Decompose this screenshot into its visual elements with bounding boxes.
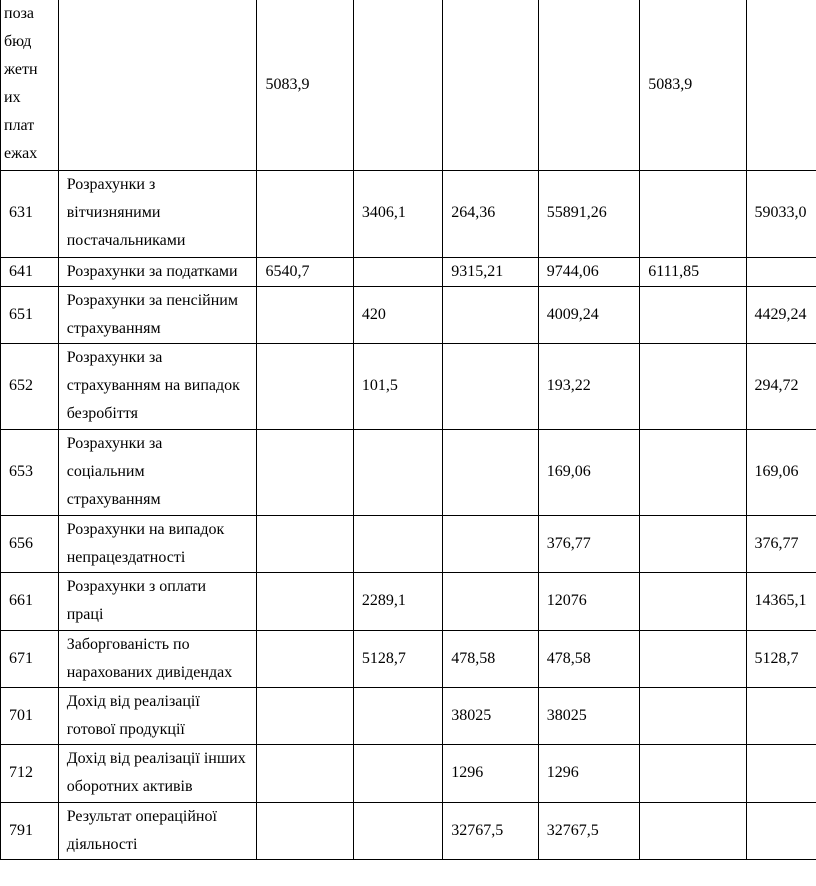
cell: 169,06 <box>746 430 816 516</box>
cell <box>257 688 353 745</box>
table-row <box>1 430 816 516</box>
cell <box>443 516 538 573</box>
cell: 14365,1 <box>746 573 816 631</box>
cell <box>640 745 746 803</box>
cell: 32767,5 <box>443 803 538 860</box>
cell <box>640 803 746 860</box>
cell: 38025 <box>538 688 640 745</box>
cell <box>257 573 353 631</box>
account-name: Результат операційної діяльності <box>58 803 257 860</box>
cell <box>640 430 746 516</box>
account-name: Дохід від реалізації інших оборотних активів <box>58 745 257 803</box>
cell <box>746 688 816 745</box>
account-name: Розрахунки за соціальним страхуванням <box>58 430 257 516</box>
cell: 376,77 <box>746 516 816 573</box>
cell: 1296 <box>538 745 640 803</box>
cell: 420 <box>353 287 442 344</box>
cell: 193,22 <box>538 344 640 430</box>
account-name: Розрахунки з оплати праці <box>58 573 257 631</box>
cell <box>640 344 746 430</box>
cell: 1296 <box>443 745 538 803</box>
account-code: 701 <box>1 688 59 745</box>
account-code: 712 <box>1 745 59 803</box>
account-code: 653 <box>1 430 59 516</box>
cell: 5083,9 <box>640 0 746 170</box>
cell <box>640 631 746 688</box>
cell <box>257 745 353 803</box>
table-row <box>1 631 816 688</box>
table-row <box>1 287 816 344</box>
account-name: Розрахунки за страхуванням на випадок безробіття <box>58 344 257 430</box>
cell: 169,06 <box>538 430 640 516</box>
cell: 376,77 <box>538 516 640 573</box>
cell <box>443 573 538 631</box>
label-line: их <box>4 89 21 106</box>
cell: 5083,9 <box>257 0 353 170</box>
account-code: 631 <box>1 170 59 257</box>
cell <box>257 430 353 516</box>
cell <box>257 344 353 430</box>
cell: 38025 <box>443 688 538 745</box>
account-code: 661 <box>1 573 59 631</box>
cell: 4429,24 <box>746 287 816 344</box>
cell <box>640 573 746 631</box>
label-line: плат <box>4 117 35 134</box>
table-row <box>1 516 816 573</box>
cell <box>353 516 442 573</box>
account-code: 791 <box>1 803 59 860</box>
cell <box>443 287 538 344</box>
cell: 5128,7 <box>353 631 442 688</box>
cell: 264,36 <box>443 170 538 257</box>
table-row <box>1 688 816 745</box>
cell: 9744,06 <box>538 257 640 287</box>
account-name: Дохід від реалізації готової продукції <box>58 688 257 745</box>
cell <box>58 0 257 170</box>
cell: 101,5 <box>353 344 442 430</box>
cell: 9315,21 <box>443 257 538 287</box>
cell: 478,58 <box>538 631 640 688</box>
cell: 55891,26 <box>538 170 640 257</box>
account-name: Розрахунки з вітчизняними постачальниками <box>58 170 257 257</box>
account-code: 656 <box>1 516 59 573</box>
cell <box>640 516 746 573</box>
cell: 6540,7 <box>257 257 353 287</box>
cell <box>746 0 816 170</box>
label-line: ежах <box>4 145 38 162</box>
table-row <box>1 257 816 287</box>
cell <box>257 287 353 344</box>
account-code: 652 <box>1 344 59 430</box>
label-line: бюд <box>4 33 32 50</box>
cell <box>746 257 816 287</box>
row-label-cell <box>1 0 59 170</box>
cell: 59033,0 <box>746 170 816 257</box>
cell <box>353 430 442 516</box>
cell: 12076 <box>538 573 640 631</box>
table-row <box>1 0 816 170</box>
cell <box>640 287 746 344</box>
cell <box>746 803 816 860</box>
account-code: 671 <box>1 631 59 688</box>
cell: 32767,5 <box>538 803 640 860</box>
cell <box>746 745 816 803</box>
table-row <box>1 803 816 860</box>
cell <box>353 0 442 170</box>
label-line: жетн <box>4 61 38 78</box>
cell <box>443 0 538 170</box>
cell <box>257 631 353 688</box>
cell <box>443 344 538 430</box>
cell <box>353 803 442 860</box>
cell: 294,72 <box>746 344 816 430</box>
table-row <box>1 344 816 430</box>
cell <box>257 803 353 860</box>
cell <box>257 170 353 257</box>
account-name: Розрахунки за пенсійним страхуванням <box>58 287 257 344</box>
account-code: 651 <box>1 287 59 344</box>
account-name: Розрахунки на випадок непрацездатності <box>58 516 257 573</box>
cell: 2289,1 <box>353 573 442 631</box>
cell <box>443 430 538 516</box>
cell: 3406,1 <box>353 170 442 257</box>
account-code: 641 <box>1 257 59 287</box>
cell <box>257 516 353 573</box>
cell: 478,58 <box>443 631 538 688</box>
cell: 4009,24 <box>538 287 640 344</box>
cell <box>353 745 442 803</box>
cell <box>353 257 442 287</box>
cell <box>640 688 746 745</box>
cell: 5128,7 <box>746 631 816 688</box>
table-row <box>1 170 816 257</box>
account-name: Розрахунки за податками <box>58 257 257 287</box>
table-row <box>1 745 816 803</box>
cell <box>538 0 640 170</box>
account-name: Заборгованість по нарахованих дивідендах <box>58 631 257 688</box>
label-line: поза <box>4 5 34 22</box>
cell: 6111,85 <box>640 257 746 287</box>
cell <box>640 170 746 257</box>
cell <box>353 688 442 745</box>
table-row <box>1 573 816 631</box>
